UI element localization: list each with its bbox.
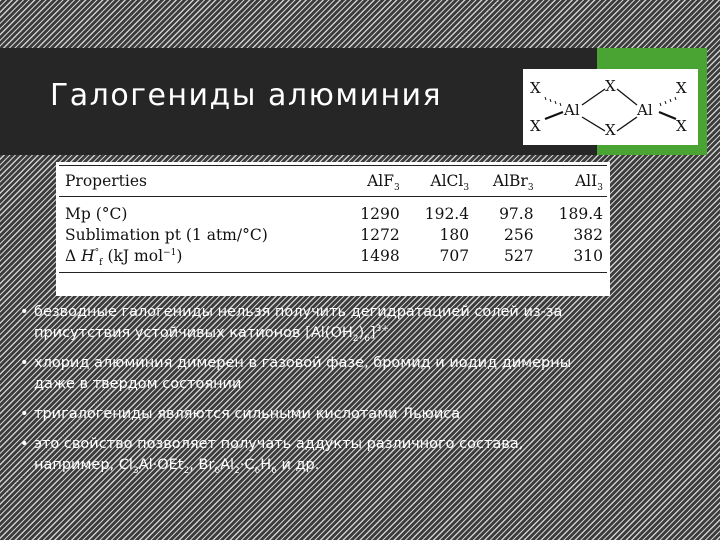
bullet-list — [20, 302, 600, 485]
header-alf3: AlF$_3$ — [341, 166, 404, 197]
atom-x-bridge-top: X — [605, 77, 616, 95]
bullet-item-adducts: • это свойство позволяет получать аддукты различного состава, например, $Cl_3Al\cdot OEt_2$, $Br_6Al_2\cdot C_6H_6$ и др. — [20, 434, 600, 476]
table-cell: 707 — [404, 245, 473, 273]
row-label-mp: Mp (°C) — [65, 204, 128, 223]
bond-x-bottom-al-right — [617, 117, 637, 131]
bond-al-left-x-top — [582, 89, 605, 105]
atom-x-bottom-left: X — [530, 117, 541, 135]
bullet-item-lewis-acid: • тригалогениды являются сильными кислотами Льюиса — [20, 404, 600, 425]
atom-x-top-right: X — [676, 79, 687, 97]
bond-hashed-right-top — [660, 97, 676, 106]
table-cell: 382 — [573, 225, 603, 244]
header-ali3: AlI$_3$ — [538, 166, 607, 197]
slide-title: Галогениды алюминия — [50, 78, 443, 113]
atom-x-bridge-bottom: X — [605, 121, 616, 139]
table-cell: 189.4 — [558, 204, 603, 223]
table-cell: 256 — [503, 225, 534, 244]
table-header-row — [59, 166, 607, 197]
table-cell: 527 — [473, 245, 537, 273]
atom-al-left: Al — [564, 101, 580, 119]
bond-al-left-x-bottom — [582, 117, 605, 131]
table-cell: 1272 — [360, 225, 400, 244]
properties-table — [56, 162, 610, 296]
atom-x-bottom-right: X — [676, 117, 687, 135]
table-row — [59, 224, 607, 245]
header-properties: Properties — [59, 166, 341, 197]
atom-al-right: Al — [637, 101, 653, 119]
table-cell: 192.4 — [424, 204, 470, 223]
table-cell: 1290 — [360, 204, 400, 223]
dimer-structure-diagram — [523, 69, 698, 145]
table-row — [59, 197, 607, 225]
bullet-item-dimer: • хлорид алюминия димерен в газовой фазе, бромид и иодид димерны даже в твердом состоянии — [20, 353, 600, 395]
table-cell: 180 — [439, 225, 470, 244]
table-cell: 310 — [538, 245, 607, 273]
bullet-item-dehydration: • безводные галогениды нельзя получить дегидратацией солей из-за присутствия устойчивых катионов $[Al(OH_2)_6]^{3+}$ — [20, 302, 600, 344]
dimer-structure-svg — [523, 69, 698, 145]
table-cell: 97.8 — [499, 204, 534, 223]
bond-wedge-right-bottom — [659, 112, 676, 119]
atom-x-top-left: X — [530, 79, 541, 97]
table-cell: 1498 — [341, 245, 404, 273]
bond-x-top-al-right — [617, 89, 637, 105]
header-alcl3: AlCl$_3$ — [404, 166, 473, 197]
table-row — [59, 245, 607, 273]
row-label-enthalpy: Δ $H^\circ_f$ (kJ mol$^{-1}$) — [59, 245, 341, 273]
properties-grid — [59, 165, 607, 273]
bond-hashed-left-top — [545, 97, 561, 106]
row-label-sublimation: Sublimation pt (1 atm/°C) — [65, 225, 268, 244]
bond-wedge-left-bottom — [545, 112, 563, 119]
header-albr3: AlBr$_3$ — [473, 166, 537, 197]
